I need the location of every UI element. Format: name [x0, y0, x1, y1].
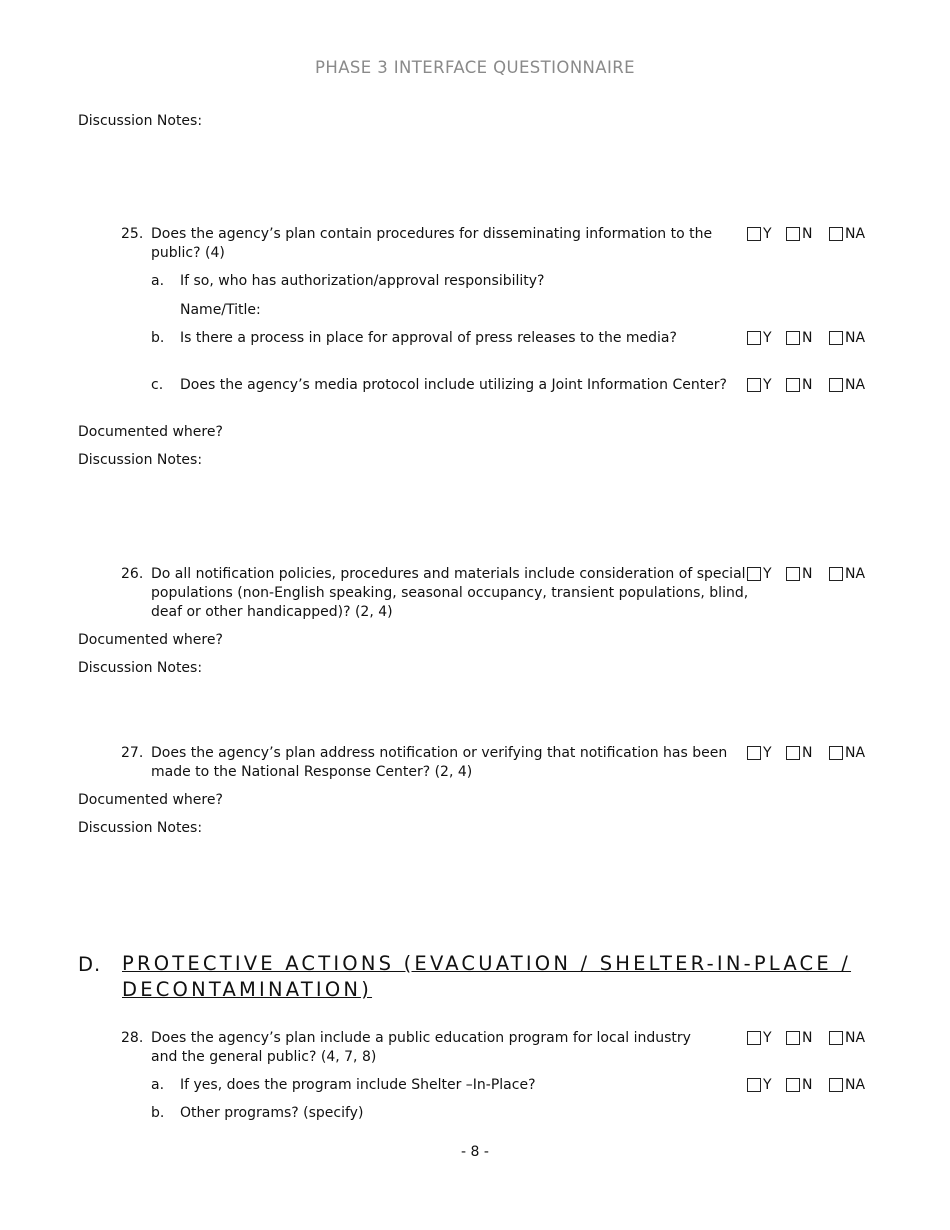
section-title: PROTECTIVE ACTIONS (EVACUATION / SHELTER-IN-PLACE / DECONTAMINATION): [122, 952, 852, 1001]
na-label: NA: [845, 1030, 866, 1046]
discussion-notes-label: Discussion Notes:: [78, 820, 203, 836]
no-label: N: [802, 566, 813, 582]
na-label: NA: [845, 566, 866, 582]
discussion-notes-label: Discussion Notes:: [78, 660, 203, 676]
na-checkbox[interactable]: [829, 378, 843, 392]
yes-checkbox[interactable]: [747, 567, 761, 581]
na-label: NA: [845, 226, 866, 242]
na-checkbox[interactable]: [829, 331, 843, 345]
no-label: N: [802, 226, 813, 242]
no-label: N: [802, 745, 813, 761]
question-text: Does the agency’s plan include a public education program for local industry and the general public? (4, 7, 8): [151, 1030, 691, 1065]
question-number: 27.: [121, 745, 144, 761]
na-label: NA: [845, 330, 866, 346]
yes-no-na-group: [747, 1030, 877, 1047]
sub-question-text: If yes, does the program include Shelter –In-Place?: [180, 1077, 536, 1093]
sub-question-letter: b.: [151, 330, 165, 346]
no-label: N: [802, 1077, 813, 1093]
na-label: NA: [845, 377, 866, 393]
yes-label: Y: [763, 226, 772, 242]
no-label: N: [802, 330, 813, 346]
documented-where-label: Documented where?: [78, 632, 223, 648]
no-label: N: [802, 377, 813, 393]
yes-checkbox[interactable]: [747, 331, 761, 345]
no-label: N: [802, 1030, 813, 1046]
yes-label: Y: [763, 745, 772, 761]
no-checkbox[interactable]: [786, 227, 800, 241]
section-letter: D.: [78, 953, 102, 976]
no-checkbox[interactable]: [786, 378, 800, 392]
question-text: Do all notification policies, procedures and materials include consideration of special populations (non-English speaking, seasonal occupancy, transient populations, blind, deaf or other handicapped)? (2, 4): [151, 566, 749, 620]
sub-question-text: If so, who has authorization/approval responsibility?: [180, 273, 545, 289]
yes-checkbox[interactable]: [747, 1031, 761, 1045]
question-text: Does the agency’s plan address notification or verifying that notification has been made to the National Response Center? (2, 4): [151, 745, 728, 780]
yes-label: Y: [763, 1077, 772, 1093]
question-number: 28.: [121, 1030, 144, 1046]
na-checkbox[interactable]: [829, 567, 843, 581]
no-checkbox[interactable]: [786, 567, 800, 581]
question-text: Does the agency’s plan contain procedures for disseminating information to the public? (4): [151, 226, 713, 261]
name-title-label: Name/Title:: [180, 302, 261, 318]
na-checkbox[interactable]: [829, 746, 843, 760]
page-number: - 8 -: [461, 1144, 489, 1160]
sub-question-letter: c.: [151, 377, 164, 393]
yes-label: Y: [763, 566, 772, 582]
na-checkbox[interactable]: [829, 227, 843, 241]
yes-checkbox[interactable]: [747, 1078, 761, 1092]
documented-where-label: Documented where?: [78, 424, 223, 440]
yes-no-na-group: [747, 226, 877, 243]
sub-question-letter: b.: [151, 1105, 165, 1121]
sub-question-letter: a.: [151, 273, 165, 289]
yes-label: Y: [763, 330, 772, 346]
documented-where-label: Documented where?: [78, 792, 223, 808]
page-header-title: PHASE 3 INTERFACE QUESTIONNAIRE: [315, 58, 635, 77]
sub-question-text: Is there a process in place for approval of press releases to the media?: [180, 330, 677, 346]
na-checkbox[interactable]: [829, 1031, 843, 1045]
no-checkbox[interactable]: [786, 331, 800, 345]
yes-checkbox[interactable]: [747, 378, 761, 392]
yes-label: Y: [763, 1030, 772, 1046]
na-checkbox[interactable]: [829, 1078, 843, 1092]
yes-no-na-group: [747, 330, 877, 347]
sub-question-text: Other programs? (specify): [180, 1105, 364, 1121]
yes-no-na-group: [747, 1077, 877, 1094]
yes-no-na-group: [747, 566, 877, 583]
yes-checkbox[interactable]: [747, 746, 761, 760]
sub-question-letter: a.: [151, 1077, 165, 1093]
question-number: 26.: [121, 566, 144, 582]
question-number: 25.: [121, 226, 144, 242]
yes-checkbox[interactable]: [747, 227, 761, 241]
no-checkbox[interactable]: [786, 1078, 800, 1092]
no-checkbox[interactable]: [786, 746, 800, 760]
yes-no-na-group: [747, 745, 877, 762]
no-checkbox[interactable]: [786, 1031, 800, 1045]
sub-question-text: Does the agency’s media protocol include utilizing a Joint Information Center?: [180, 377, 727, 393]
discussion-notes-label: Discussion Notes:: [78, 452, 203, 468]
discussion-notes-label: Discussion Notes:: [78, 113, 203, 129]
na-label: NA: [845, 745, 866, 761]
yes-label: Y: [763, 377, 772, 393]
yes-no-na-group: [747, 377, 877, 394]
na-label: NA: [845, 1077, 866, 1093]
